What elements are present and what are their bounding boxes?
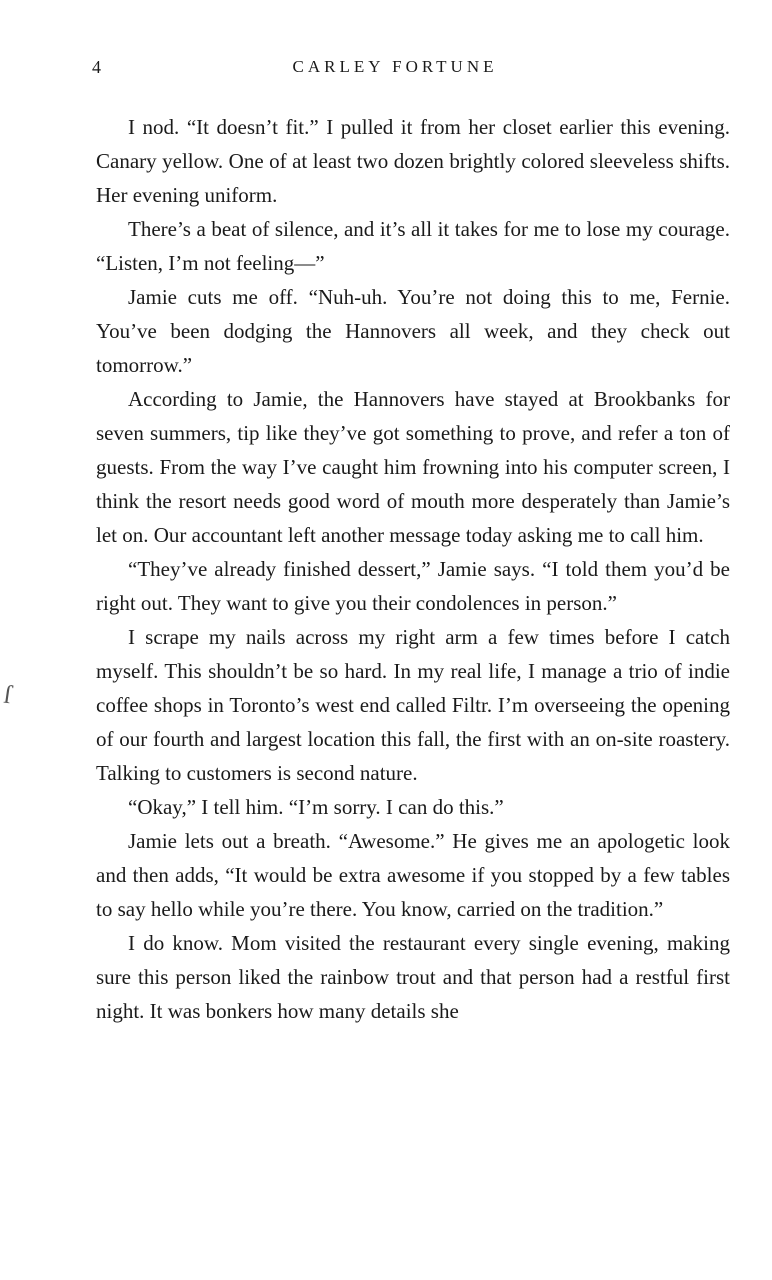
paragraph: “Okay,” I tell him. “I’m sorry. I can do this.” <box>128 795 504 819</box>
body-text <box>96 110 730 1028</box>
paragraph: I scrape my nails across my right arm a few times before I catch myself. This shouldn’t be so hard. In my real life, I manage a trio of indie coffee shops in Toronto’s west end called Filtr. I’m overseeing the opening of our fourth and largest location this fall, the first with an on-site roastery. Talking to customers is second nature. <box>96 625 730 785</box>
page-number: 4 <box>92 57 101 77</box>
paragraph: According to Jamie, the Hannovers have stayed at Brookbanks for seven summers, tip like they’ve got something to prove, and refer a ton of guests. From the way I’ve caught him frowning into his computer screen, I think the resort needs good word of mouth more desperately than Jamie’s let on. Our accountant left another message today asking me to call him. <box>96 387 730 547</box>
paragraph: I nod. “It doesn’t fit.” I pulled it from her closet earlier this evening. Canary yellow. One of at least two dozen brightly colored sleeveless shifts. Her evening uniform. <box>96 115 730 207</box>
paragraph: There’s a beat of silence, and it’s all it takes for me to lose my courage. “Listen, I’m not feeling—” <box>96 217 730 275</box>
paragraph: “They’ve already finished dessert,” Jamie says. “I told them you’d be right out. They want to give you their condolences in person.” <box>96 557 730 615</box>
running-head: CARLEY FORTUNE <box>292 57 498 76</box>
paragraph: Jamie cuts me off. “Nuh-uh. You’re not doing this to me, Fernie. You’ve been dodging the Hannovers all week, and they check out tomorrow.” <box>96 285 730 377</box>
paragraph: Jamie lets out a breath. “Awesome.” He gives me an apologetic look and then adds, “It would be extra awesome if you stopped by a few tables to say hello while you’re there. You know, carried on the tradition.” <box>96 829 730 921</box>
margin-mark: ſ <box>2 679 14 710</box>
paragraph: I do know. Mom visited the restaurant every single evening, making sure this person liked the rainbow trout and that person had a restful first night. It was bonkers how many details she <box>96 931 730 1023</box>
